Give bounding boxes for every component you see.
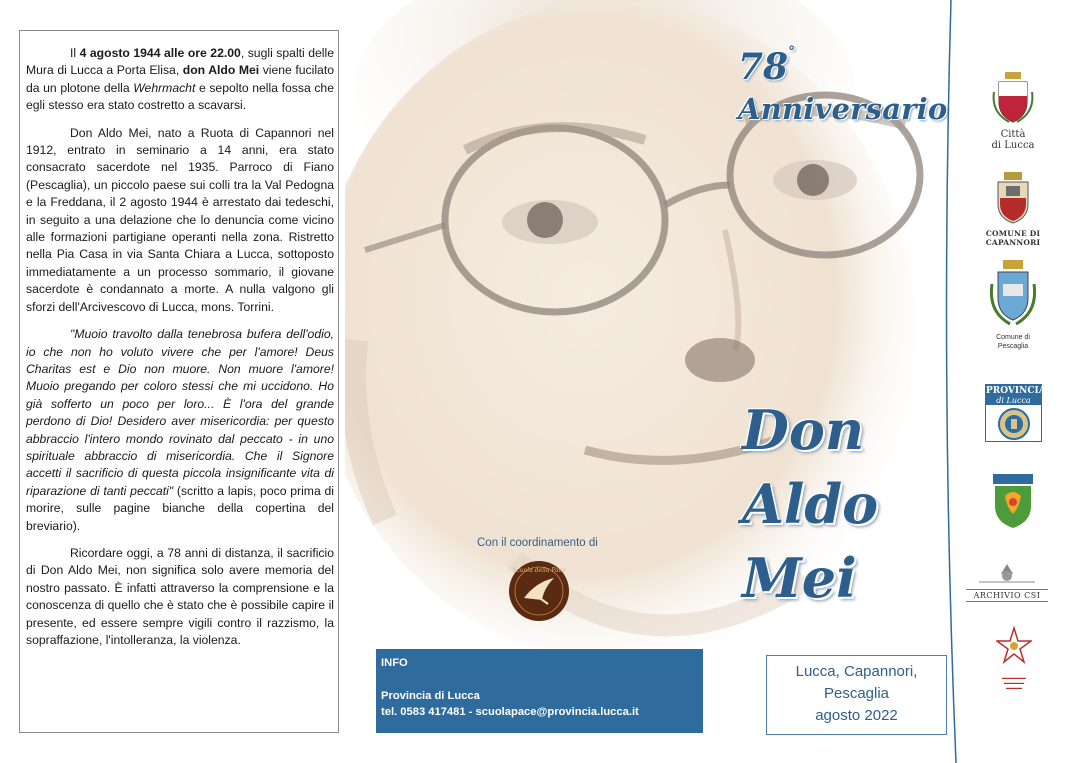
last-words-quote: "Muoio travolto dalla tenebrosa bufera dell'odio, io che non ho voluto vivere che per l'amore! Deus Charitas est e Dio non muore. Non muore l'amore! Muoio pregando per coloro stessi che mi uccidono. Ho già sofferto un poco per loro... È l'ora del grande perdono di Dio! Desidero aver misericordia: per questo abbraccio l'intero mondo rovinato dal peccato - in uno spirituale abbraccio di misericordia. Che il Signore accetti il sacrificio di questa piccola insignificante vita di riparazione di tanti peccati" — [26, 327, 334, 498]
logo-comune-capannori — [963, 172, 1063, 247]
paragraph-quote: "Muoio travolto dalla tenebrosa bufera dell'odio, io che non ho voluto vivere che per l'amore! Deus Charitas est e Dio non muore. Non muore l'amore! Muoio pregando per coloro stessi che mi uccidono. Ho già sofferto un poco per loro... È l'ora del grande perdono di Dio! Desidero aver misericordia: per questo abbraccio l'intero mondo rovinato dal peccato - in uno spirituale abbraccio di misericordia. Che il Signore accetti il sacrificio di questa piccola insignificante vita di riparazione di tanti peccati" (scritto a lapis, poco prima di morire, sulle pagine bianche della copertina del breviario). — [26, 327, 335, 533]
place-date: agosto 2022 — [815, 707, 898, 724]
title-line-don: Don — [742, 398, 865, 462]
seal-icon — [508, 560, 570, 622]
anniversary-label: Anniversario — [738, 92, 948, 126]
logo-istituto-parchi — [990, 474, 1036, 533]
fold-curve — [918, 0, 958, 763]
place-line-1: Lucca, Capannori, — [795, 663, 918, 680]
place-line-2: Pescaglia — [823, 685, 890, 702]
lucca-crest-icon — [991, 72, 1035, 124]
date-highlight: 4 agosto 1944 alle ore 22.00 — [79, 46, 241, 60]
title-line-mei: Mei — [742, 546, 857, 610]
seal-text: Scuola della Pace — [512, 567, 566, 574]
paragraph-intro: Il 4 agosto 1944 alle ore 22.00, sugli spalti delle Mura di Lucca a Porta Elisa, don Aldo Mei viene fucilato da un plotone della Wehrmacht e sepolto nella fossa che egli stesso era stato costretto a scavarsi. — [26, 46, 335, 113]
provincia-emblem-icon — [997, 407, 1031, 441]
paragraph-remembrance: Ricordare oggi, a 78 anni di distanza, il sacrificio di Don Aldo Mei, non significa solo avere memoria del nostro passato. È infatti attraverso la comprensione e la conoscenza di quello che è stato che è possibile capire il presente, ed essere sempre vigili contro il razzismo, la sopraffazione, l'intolleranza, la violenza. — [26, 545, 334, 647]
archivio-owl-icon — [977, 562, 1037, 584]
pescaglia-crest-icon — [988, 260, 1038, 328]
scuola-pace-seal — [508, 560, 570, 622]
pescaglia-caption-2: Pescaglia — [997, 343, 1029, 350]
logo-istituto-resistenza — [994, 626, 1034, 690]
anniversary-number: 78° — [738, 44, 796, 88]
logo-archivio — [966, 562, 1048, 602]
info-organization: Provincia di Lucca — [381, 690, 480, 702]
lucca-caption-1: Città — [1000, 129, 1026, 140]
name-highlight: don Aldo Mei — [182, 63, 260, 78]
coordination-label: Con il coordinamento di — [477, 537, 598, 549]
logo-provincia-lucca — [985, 384, 1046, 442]
pescaglia-caption-1: Comune di — [996, 334, 1030, 341]
lucca-caption-2: di Lucca — [991, 140, 1035, 151]
wehrmacht-term: Wehrmacht — [133, 80, 196, 95]
provincia-caption-2: di Lucca — [986, 396, 1041, 405]
resistenza-caption: ▬▬▬▬▬▬ ▬▬▬▬▬ ▬▬▬▬ — [1002, 675, 1026, 690]
capannori-caption: COMUNE DI CAPANNORI — [985, 229, 1041, 247]
paragraph-biography: Don Aldo Mei, nato a Ruota di Capannori nel 1912, entrato in seminario a 14 anni, era stato consacrato sacerdote nel 1935. Parroco di Fiano (Pescaglia), un piccolo paese sui colli tra la Val Pedogna e la Freddana, il 2 agosto 1944 è arrestato dai tedeschi, in seguito a una delazione che lo denuncia come vicino alle formazioni partigiane operanti nella zona. Ristretto nella Pia Casa in via Santa Chiara a Lucca, sottoposto immediatamente a un processo sommario, il giovane sacerdote è condannato a morte. A nulla valgono gli sforzi dell'Arcivescovo di Lucca, mons. Torrini. — [26, 125, 334, 314]
provincia-caption-1: PROVINCIA — [986, 386, 1046, 396]
title-line-aldo: Aldo — [742, 472, 879, 536]
info-contact[interactable]: tel. 0583 417481 - scuolapace@provincia.lucca.it — [381, 706, 639, 718]
star-icon — [996, 626, 1032, 670]
info-heading: INFO — [381, 657, 408, 669]
archivio-caption: ARCHIVIO CSI — [966, 589, 1048, 602]
logo-comune-pescaglia — [983, 260, 1043, 351]
info-box — [376, 649, 703, 733]
text-column — [19, 30, 339, 733]
capannori-crest-icon — [990, 172, 1036, 224]
regional-crest-icon — [991, 474, 1035, 528]
logo-citta-lucca — [985, 72, 1041, 151]
